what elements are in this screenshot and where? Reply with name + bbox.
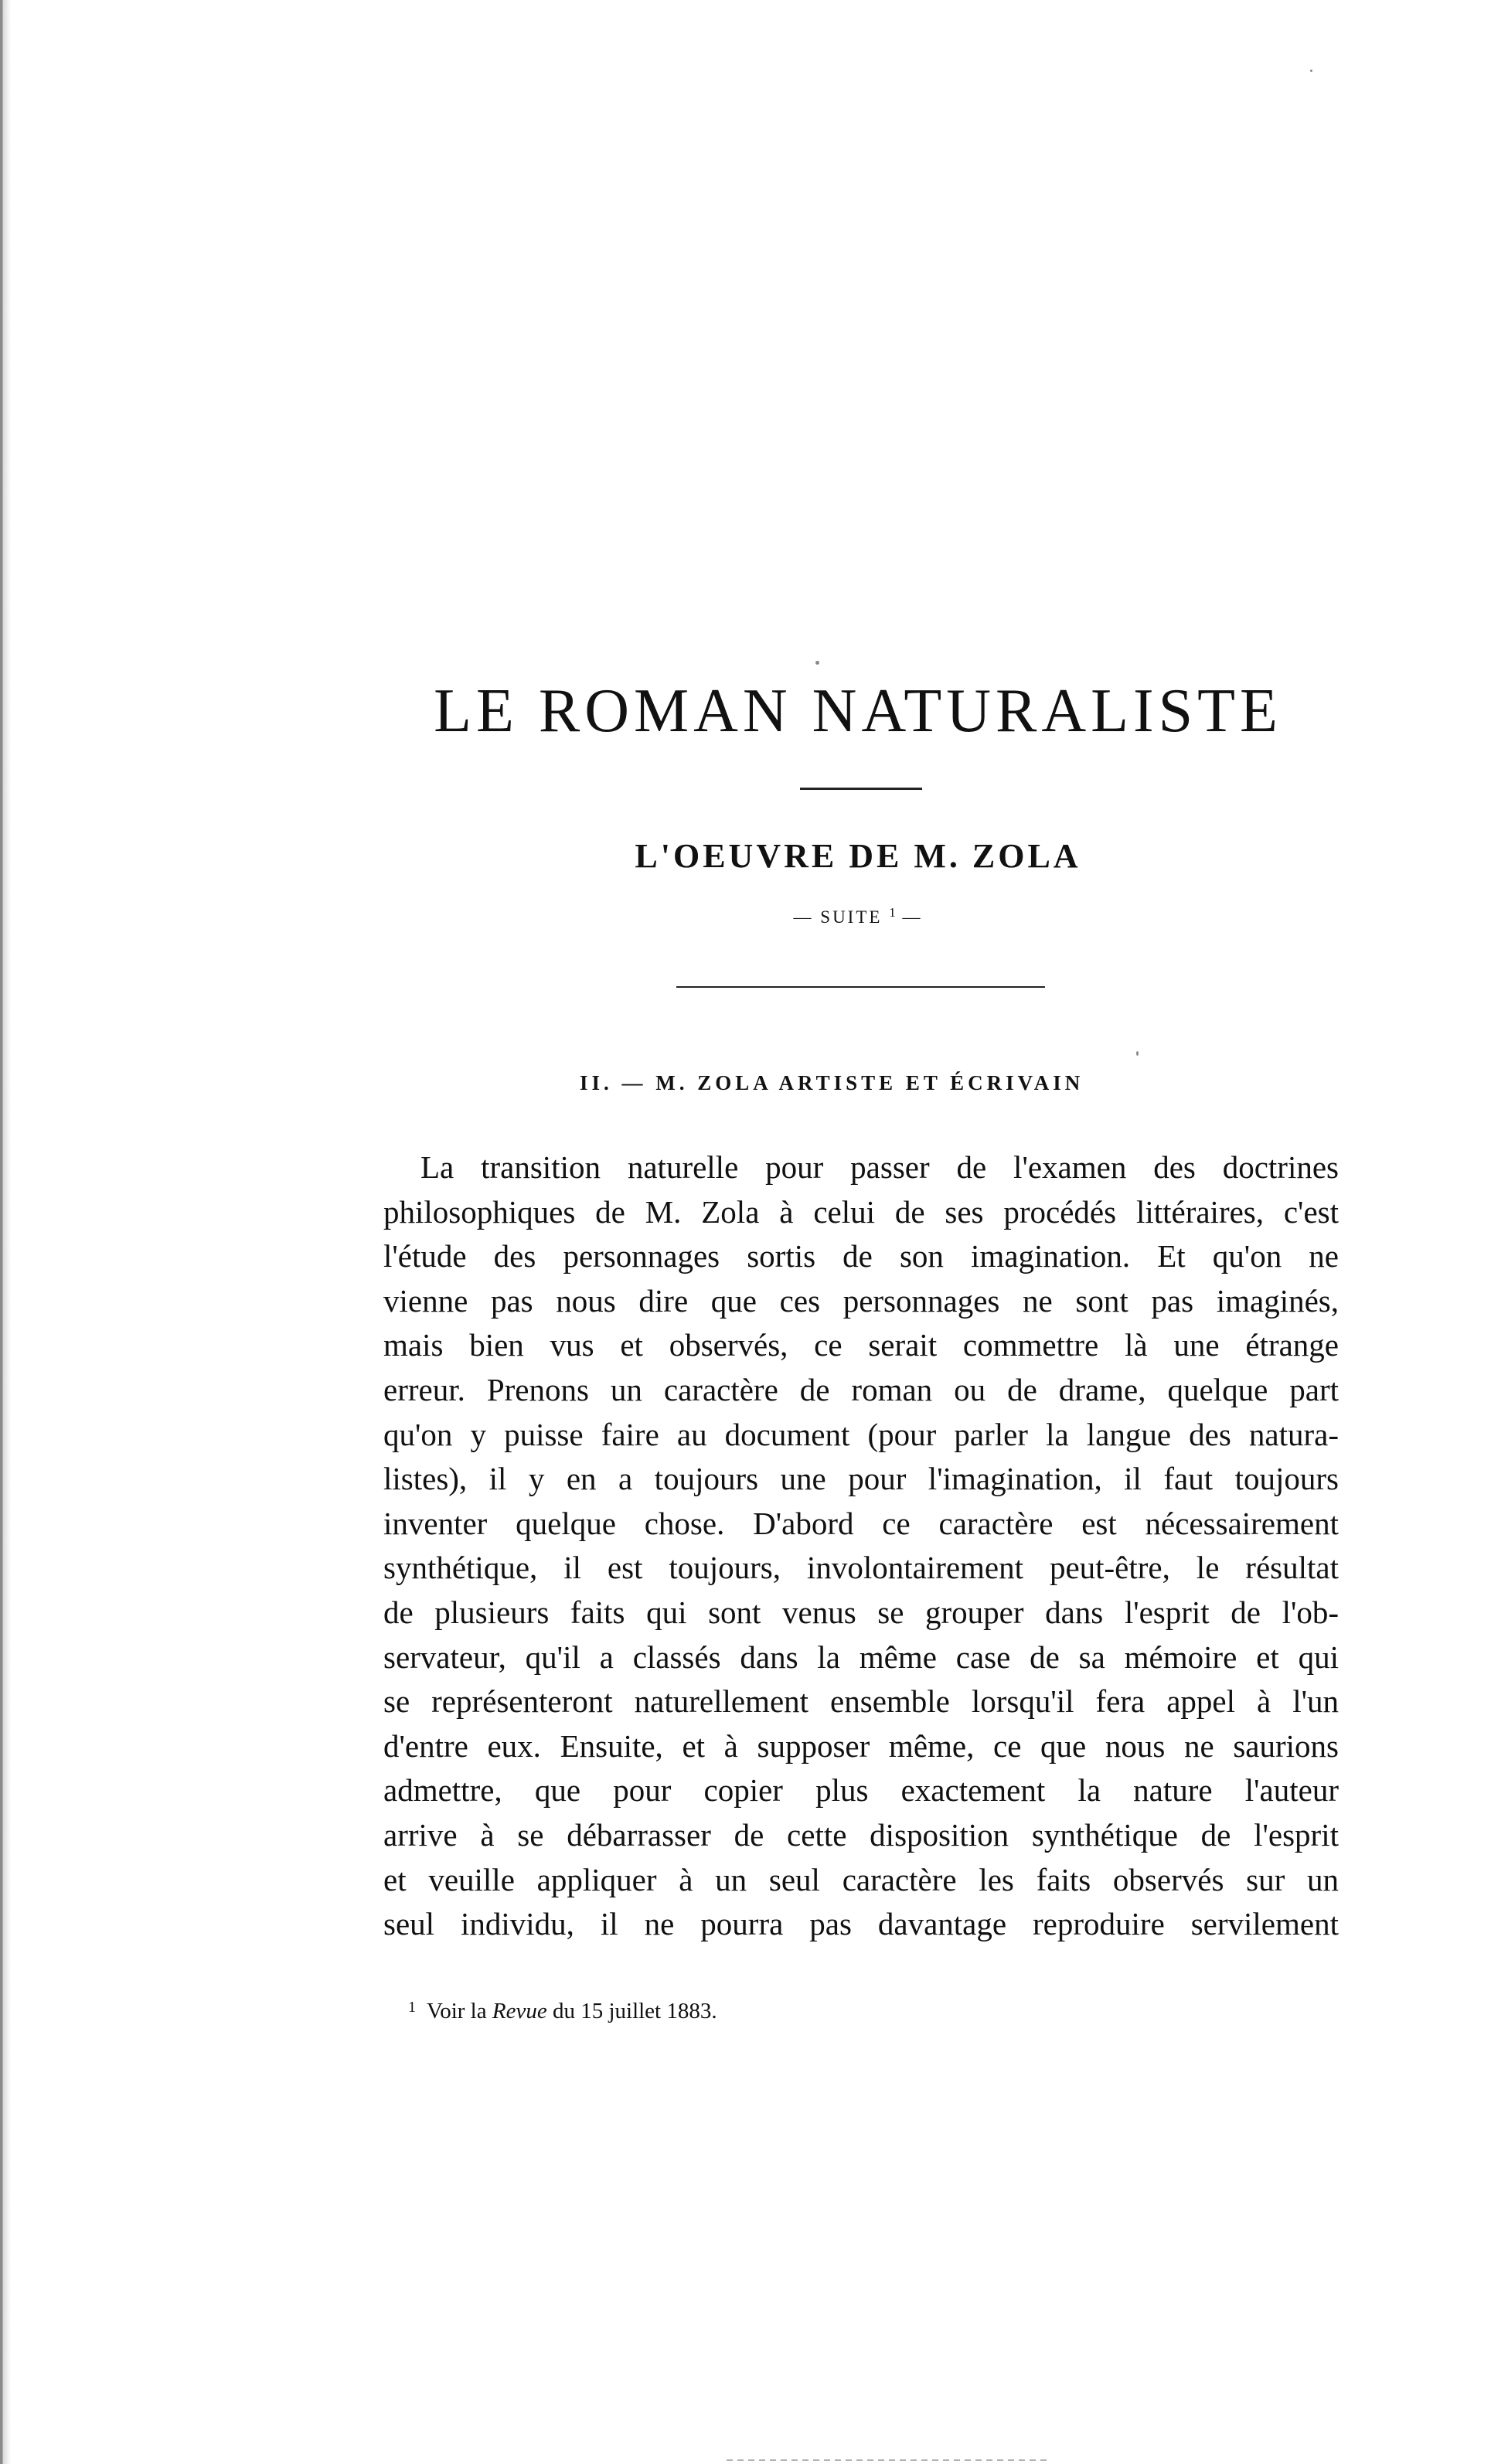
article-subtitle: L'OEUVRE DE M. ZOLA <box>635 837 1081 875</box>
body-line: qu'on y puisse faire au document (pour parler la langue des natura- <box>383 1416 1339 1452</box>
body-line: vienne pas nous dire que ces personnages ne sont pas imaginés, <box>383 1282 1339 1319</box>
page-bottom-edge <box>727 2459 1051 2461</box>
suite-dash: — <box>895 907 923 927</box>
print-speck <box>1310 70 1312 72</box>
body-line: mais bien vus et observés, ce serait commettre là une étrange <box>383 1327 1339 1363</box>
print-speck <box>1136 1051 1139 1056</box>
title-divider <box>800 788 922 790</box>
body-paragraph <box>383 1145 1339 1947</box>
footnote-journal: Revue <box>492 1999 547 2023</box>
suite-footnote-marker: 1 <box>889 905 896 920</box>
footnote-suffix: du 15 juillet 1883. <box>546 1999 717 2023</box>
body-line: philosophiques de M. Zola à celui de ses procédés littéraires, c'est <box>383 1193 1339 1230</box>
section-heading: II. — M. ZOLA ARTISTE ET ÉCRIVAIN <box>580 1071 1084 1094</box>
body-line: l'étude des personnages sortis de son imagination. Et qu'on ne <box>383 1238 1339 1275</box>
footnote-prefix: Voir la <box>427 1999 492 2023</box>
body-line: erreur. Prenons un caractère de roman ou de drame, quelque part <box>383 1371 1339 1407</box>
body-line: servateur, qu'il a classés dans la même case de sa mémoire et qui <box>383 1639 1339 1675</box>
body-line: et veuille appliquer à un seul caractère les faits observés sur un <box>383 1861 1339 1897</box>
body-line: admettre, que pour copier plus exactement la nature l'auteur <box>383 1772 1339 1809</box>
footnote <box>408 1999 717 2023</box>
body-line: arrive à se débarrasser de cette disposition synthétique de l'esprit <box>383 1816 1339 1853</box>
article-title: LE ROMAN NATURALISTE <box>434 677 1282 745</box>
page-binding-edge <box>0 0 12 2464</box>
footnote-marker: 1 <box>408 1999 416 2016</box>
suite-line <box>0 906 1491 926</box>
body-line: d'entre eux. Ensuite, et à supposer même, ce que nous ne saurions <box>383 1727 1339 1764</box>
body-line: seul individu, il ne pourra pas davantage reproduire servilement <box>383 1906 1339 1942</box>
suite-label: — SUITE <box>793 907 883 927</box>
body-line: synthétique, il est toujours, involontairement peut-être, le résultat <box>383 1550 1339 1586</box>
body-line: La transition naturelle pour passer de l'examen des doctrines <box>420 1149 1339 1185</box>
body-line: inventer quelque chose. D'abord ce caractère est nécessairement <box>383 1505 1339 1541</box>
body-line: se représenteront naturellement ensemble lorsqu'il fera appel à l'un <box>383 1683 1339 1720</box>
body-line: listes), il y en a toujours une pour l'imagination, il faut toujours <box>383 1461 1339 1497</box>
body-line: de plusieurs faits qui sont venus se grouper dans l'esprit de l'ob- <box>383 1594 1339 1630</box>
section-divider <box>676 986 1045 988</box>
print-speck <box>815 661 819 665</box>
